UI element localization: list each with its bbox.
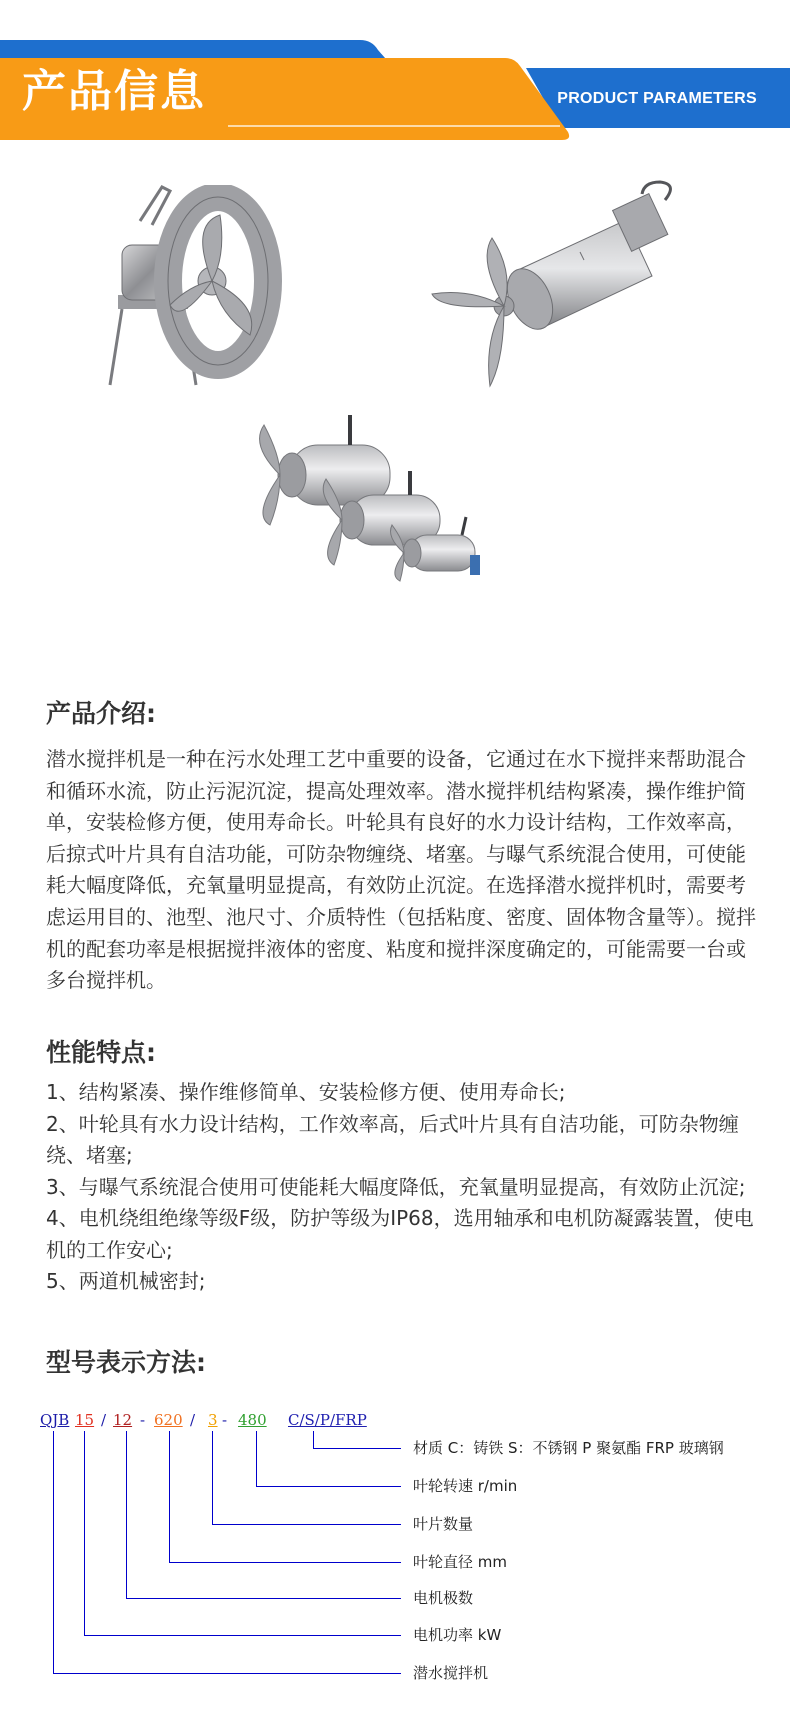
leader-material-v xyxy=(313,1431,314,1448)
leader-power-v xyxy=(84,1431,85,1635)
features-title: 性能特点: xyxy=(46,1038,156,1067)
label-type: 潜水搅拌机 xyxy=(413,1664,489,1682)
feature-item-1: 1、结构紧凑、操作维修简单、安装检修方便、使用寿命长; xyxy=(46,1080,566,1104)
label-diameter: 叶轮直径 mm xyxy=(413,1553,507,1571)
code-poles: 12 xyxy=(113,1411,133,1429)
leader-diameter-h xyxy=(169,1562,401,1563)
feature-item-5: 5、两道机械密封; xyxy=(46,1269,206,1293)
feature-item-3: 3、与曝气系统混合使用可使能耗大幅度降低，充氧量明显提高，有效防止沉淀; xyxy=(46,1174,746,1199)
leader-material-h xyxy=(313,1448,401,1449)
features-list xyxy=(46,1077,756,1298)
page-title: 产品信息 xyxy=(22,66,206,117)
intro-text: 潜水搅拌机是一种在污水处理工艺中重要的设备，它通过在水下搅拌来帮助混合和循环水流，防止污泥沉淀，提高处理效率。潜水搅拌机结构紧凑，操作维护简单，安装检修方便，使用寿命长。叶轮具有良好的水力设计结构，工作效率高，后掠式叶片具有自洁功能，可防杂物缠绕、堵塞。与曝气系统混合使用，可使能耗大幅度降低，充氧量明显提高，有效防止沉淀。在选择潜水搅拌机时，需要考虑运用目的、池型、池尺寸、介质特性（包括粘度、密度、固体物含量等）。搅拌机的配套功率是根据搅拌液体的密度、粘度和搅拌深度确定的，可能需要一台或多台搅拌机。 xyxy=(46,747,756,993)
model-title: 型号表示方法: xyxy=(46,1348,206,1377)
code-speed: 480 xyxy=(238,1411,267,1429)
code-power: 15 xyxy=(75,1411,95,1429)
label-poles: 电机极数 xyxy=(413,1589,474,1607)
code-diameter: 620 xyxy=(154,1411,183,1429)
leader-type-v xyxy=(53,1431,54,1673)
code-dash-2: - xyxy=(222,1411,228,1429)
leader-poles-v xyxy=(126,1431,127,1598)
label-blades: 叶片数量 xyxy=(413,1515,474,1533)
three-compact-mixers-image xyxy=(250,405,510,585)
page-subtitle-en: PRODUCT PARAMETERS xyxy=(557,90,757,107)
label-speed: 叶轮转速 r/min xyxy=(413,1477,518,1495)
leader-diameter-v xyxy=(169,1431,170,1562)
feature-item-2: 2、叶轮具有水力设计结构，工作效率高，后式叶片具有自洁功能，可防杂物缠绕、堵塞; xyxy=(46,1111,739,1167)
code-blades: 3 xyxy=(208,1411,218,1429)
intro-title: 产品介绍: xyxy=(46,699,156,728)
cylindrical-submersible-mixer-image xyxy=(430,180,685,395)
label-material: 材质 C：铸铁 S：不锈钢 P 聚氨酯 FRP 玻璃钢 xyxy=(413,1439,724,1457)
leader-blades-v xyxy=(212,1431,213,1524)
leader-speed-h xyxy=(256,1486,401,1487)
leader-poles-h xyxy=(126,1598,401,1599)
section-header xyxy=(0,0,790,145)
code-slash-1: / xyxy=(101,1411,107,1429)
model-code-diagram xyxy=(0,1405,790,1717)
code-qjb: QJB xyxy=(40,1411,70,1429)
code-dash-1: - xyxy=(140,1411,146,1429)
leader-type-h xyxy=(53,1673,401,1674)
leader-power-h xyxy=(84,1635,401,1636)
product-photos xyxy=(70,155,720,665)
code-material: C/S/P/FRP xyxy=(288,1411,367,1429)
intro-paragraph xyxy=(46,744,756,997)
ring-propeller-mixer-image xyxy=(100,185,330,395)
leader-blades-h xyxy=(212,1524,401,1525)
label-power: 电机功率 kW xyxy=(413,1626,502,1644)
leader-speed-v xyxy=(256,1431,257,1486)
code-slash-2: / xyxy=(190,1411,196,1429)
feature-item-4: 4、电机绕组绝缘等级F级，防护等级为IP68，选用轴承和电机防凝露装置，使电机的工作安心; xyxy=(46,1206,754,1262)
